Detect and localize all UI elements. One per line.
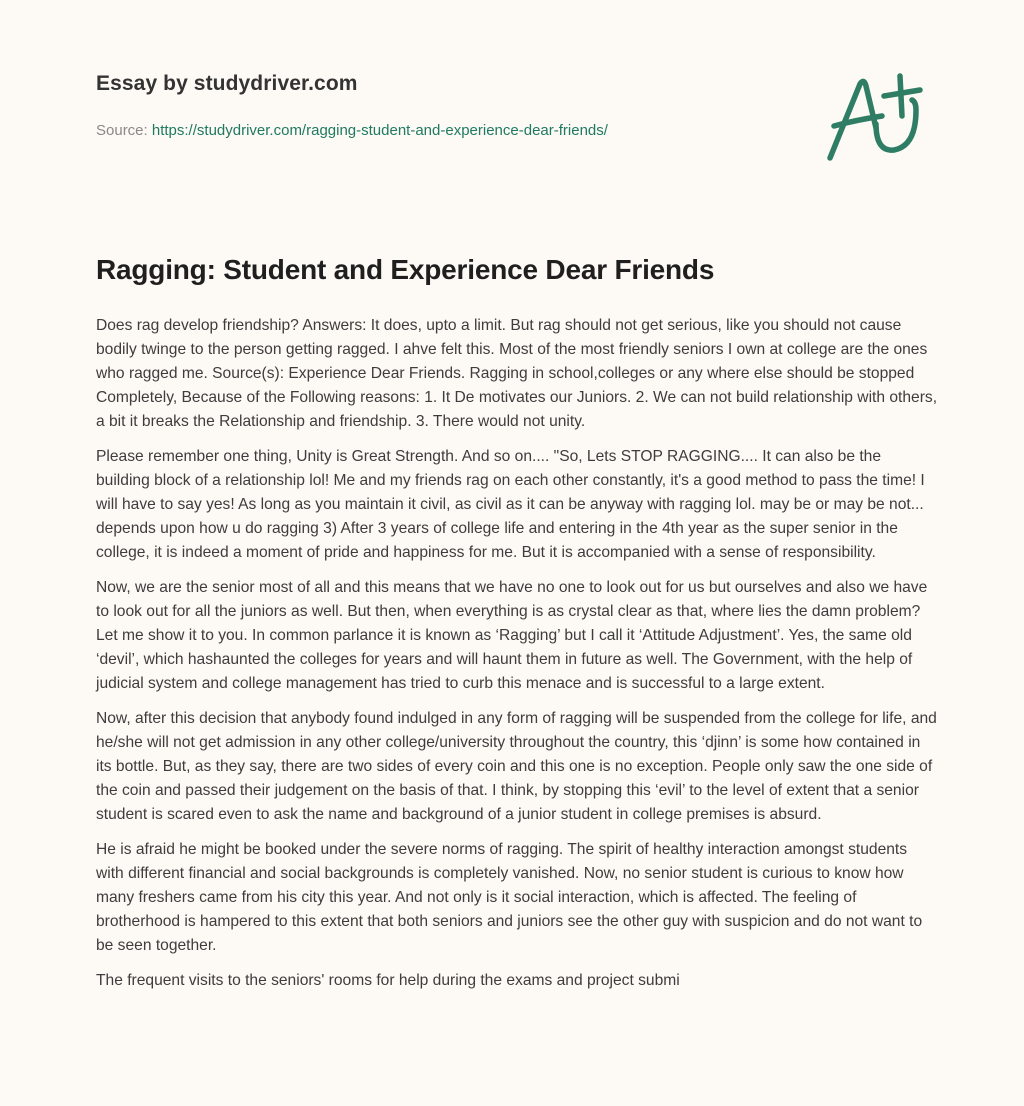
essay-paragraph: He is afraid he might be booked under the severe norms of ragging. The spirit of healthy interaction amongst students with different financial and social backgrounds is completely vanished. Now, no senior student is curious to know how many freshers came from his city this year. And not only is it social interaction, which is affected. The feeling of brotherhood is hampered to this extent that both seniors and juniors see the other guy with suspicion and do not want to be seen together. [96,841,923,954]
page-header [96,72,796,139]
essay-paragraph: Now, after this decision that anybody found indulged in any form of ragging will be suspended from the college for life, and he/she will not get admission in any other college/university throughout the country, this ‘djinn’ is some how contained in its bottle. But, as they say, there are two sides of every coin and this one is no exception. People only saw the one side of the coin and passed their judgement on the basis of that. I think, by stopping this ‘evil’ to the level of extent that a senior student is scared even to ask the name and background of a junior student in college premises is absurd. [96,710,937,823]
essay-title: Ragging: Student and Experience Dear Friends [96,254,715,285]
essay-body [96,314,938,1004]
essay-paragraph-truncated: The frequent visits to the seniors' rooms for help during the exams and project submi [96,972,680,989]
source-label: Source: [96,122,148,139]
site-title: Essay by studydriver.com [96,72,358,95]
essay-paragraph: Please remember one thing, Unity is Great Strength. And so on.... "So, Lets STOP RAGGING.... It can also be the building block of a relationship lol! Me and my friends rag on each other constantly, it's a good method to pass the time! I will have to say yes! As long as you maintain it civil, as civil as it can be anyway with ragging lol. may be or may be not... depends upon how u do ragging 3) After 3 years of college life and entering in the 4th year as the super senior in the college, it is indeed a moment of pride and happiness for me. But it is accompanied with a sense of responsibility. [96,448,925,561]
essay-paragraph: Does rag develop friendship? Answers: It does, upto a limit. But rag should not get serious, like you should not cause bodily twinge to the person getting ragged. I ahve felt this. Most of the most friendly seniors I own at college are the ones who ragged me. Source(s): Experience Dear Friends. Ragging in school,colleges or any where else should be stopped Completely, Because of the Following reasons: 1. It De motivates our Juniors. 2. We can not build relationship with others, a bit it breaks the Relationship and friendship. 3. There would not unity. [96,317,938,430]
essay-paragraph: Now, we are the senior most of all and this means that we have no one to look out for us but ourselves and also we have to look out for all the juniors as well. But then, when everything is as crystal clear as that, where lies the damn problem? Let me show it to you. In common parlance it is known as ‘Ragging’ but I call it ‘Attitude Adjustment’. Yes, the same old ‘devil’, which hashaunted the colleges for years and will haunt them in future as well. The Government, with the help of judicial system and college management has tried to curb this menace and is successful to a large extent. [96,579,928,692]
a-plus-grade-icon [820,68,930,168]
source-link[interactable]: https://studydriver.com/ragging-student-and-experience-dear-friends/ [151,122,608,139]
source-line [96,122,796,139]
